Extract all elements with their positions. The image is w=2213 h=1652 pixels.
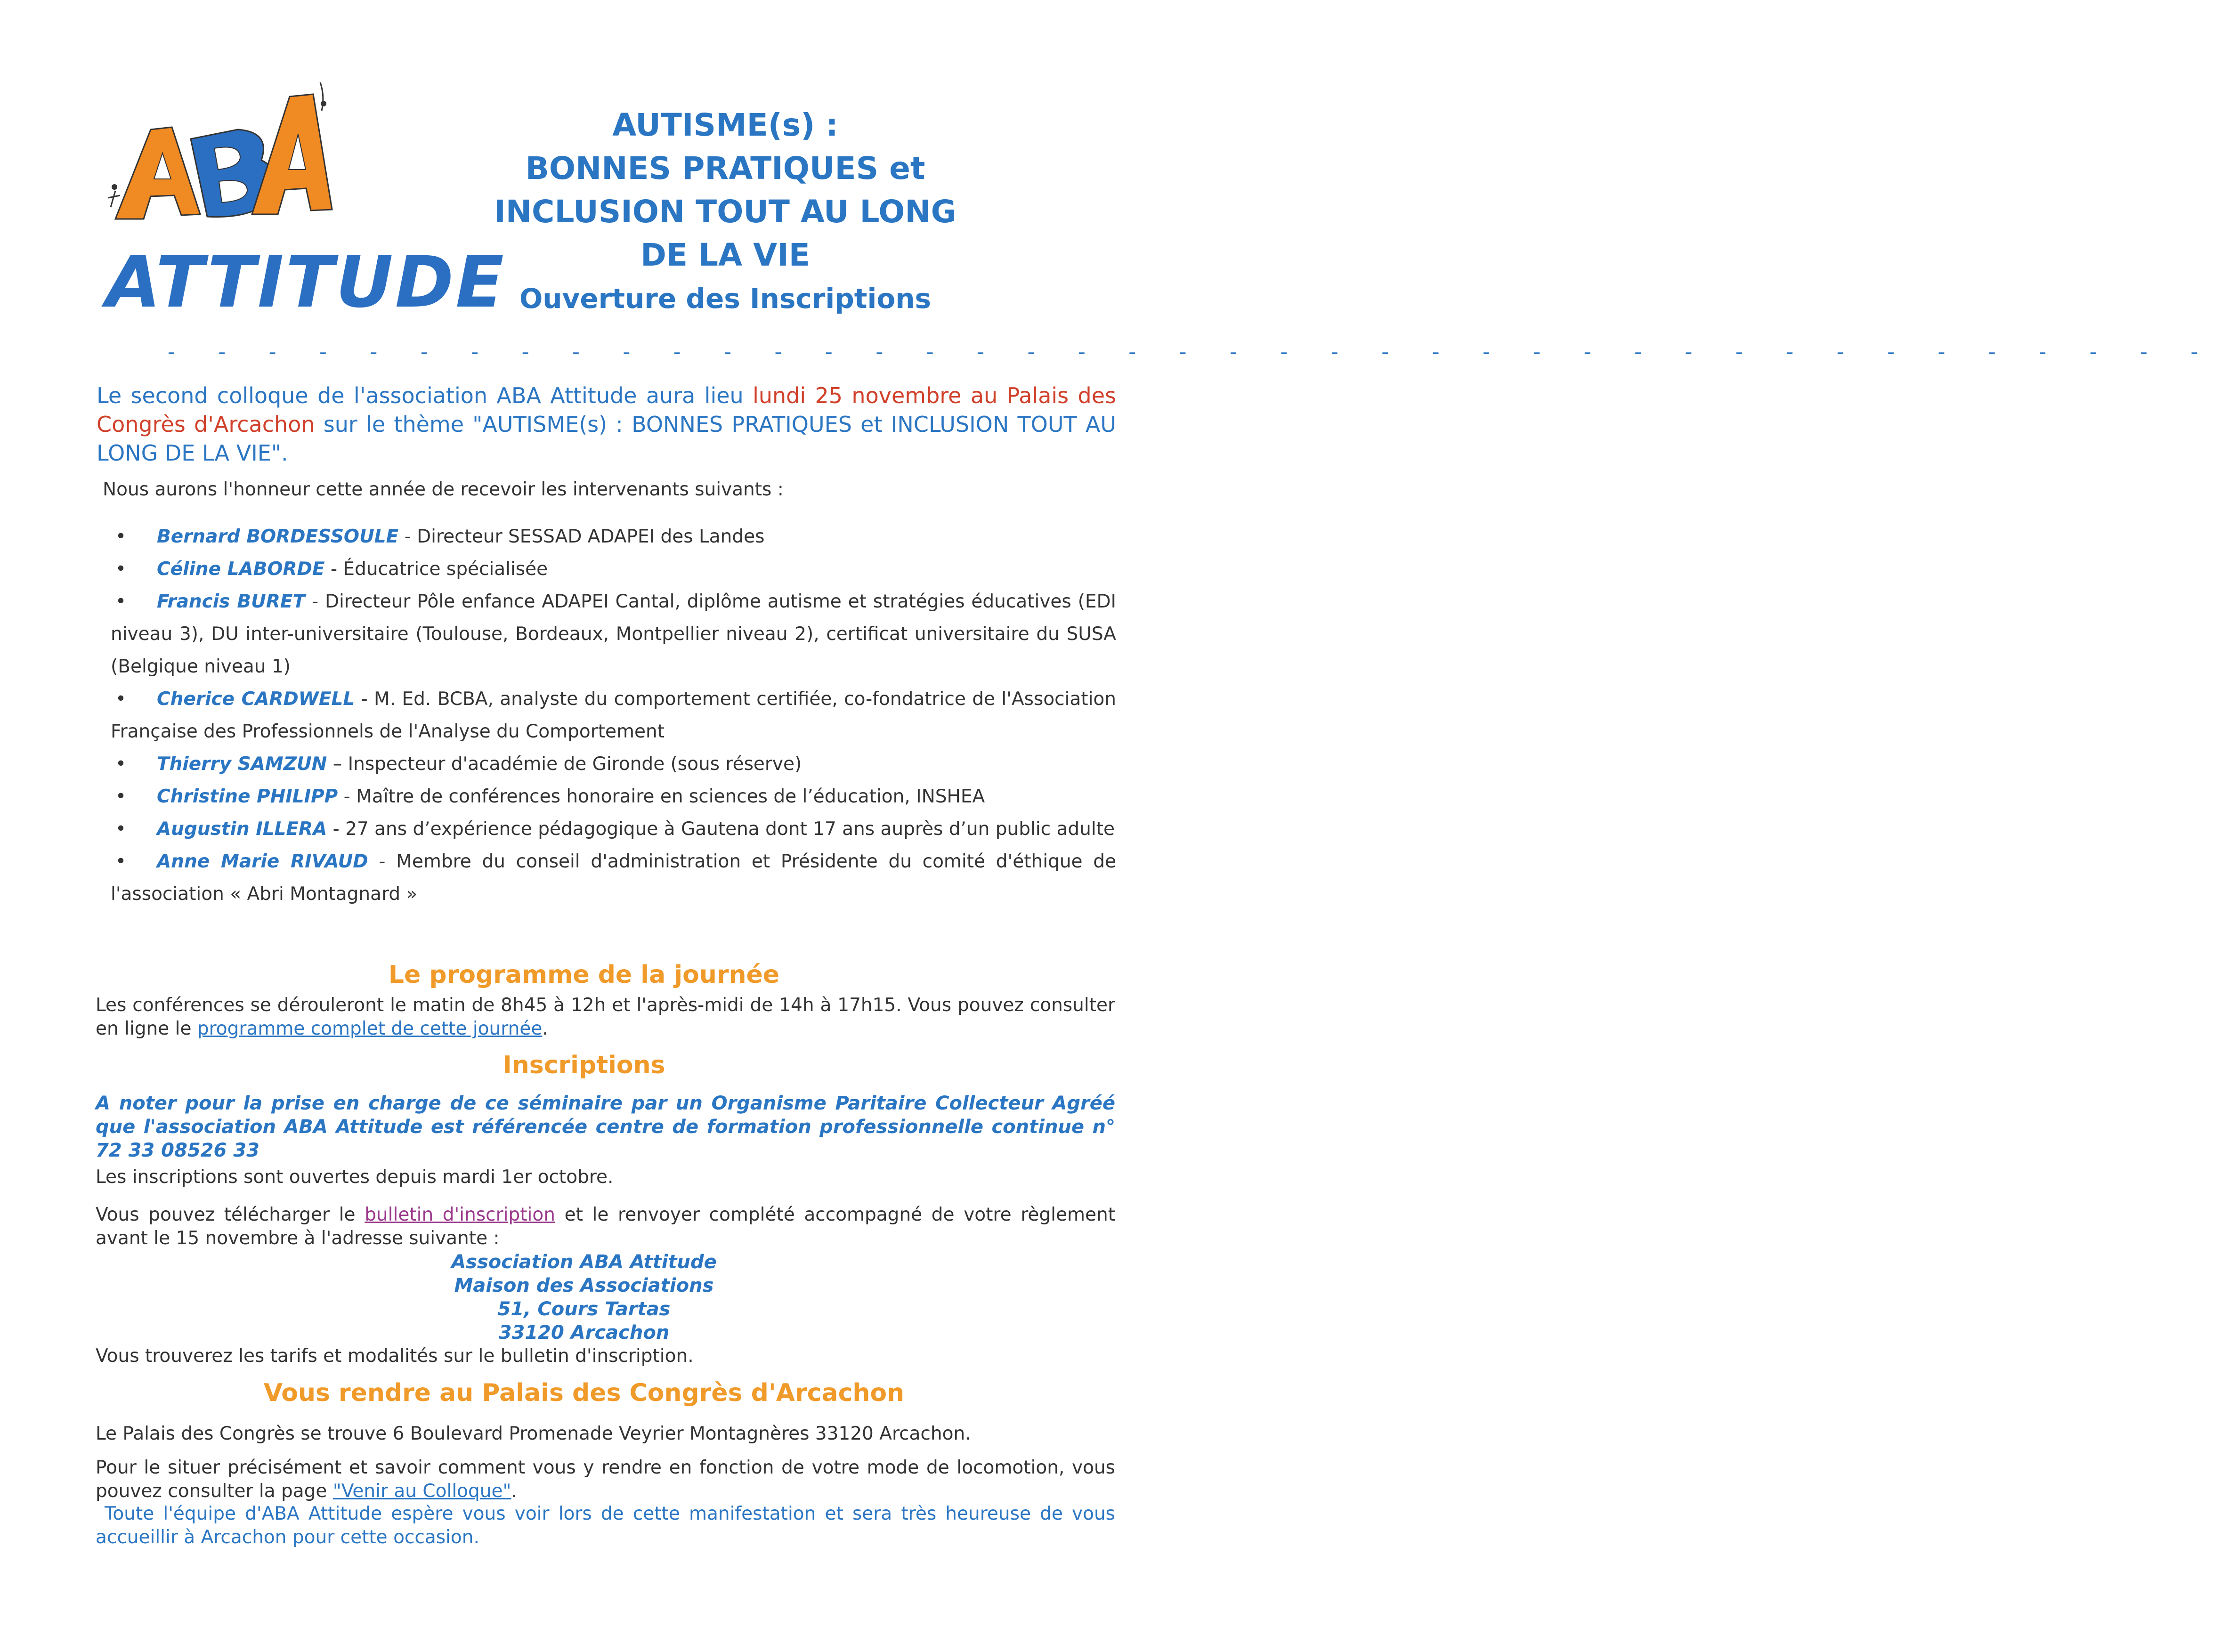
closing-text: Toute l'équipe d'ABA Attitude espère vous voir lors de cette manifestation et sera très heureuse de vous accueillir à Arcachon pour cette occasion. [96, 1503, 1115, 1548]
tarifs-text: Vous trouverez les tarifs et modalités sur le bulletin d'inscription. [96, 1345, 694, 1367]
intro-text-2: sur le thème "AUTISME(s) : BONNES PRATIQUES et INCLUSION TOUT AU LONG DE LA VIE". [97, 412, 1117, 466]
title-line-1: AUTISME(s) : [612, 107, 838, 143]
speaker-name: Cherice CARDWELL [157, 688, 355, 710]
programme-heading: Le programme de la journée [388, 961, 780, 989]
venue-location: Le Palais des Congrès se trouve 6 Boulevard Promenade Veyrier Montagnères 33120 Arcachon. [96, 1423, 971, 1444]
programme-paragraph [96, 994, 1115, 1041]
speaker-item [111, 845, 1116, 910]
speaker-item [111, 813, 1116, 845]
venue-heading: Vous rendre au Palais des Congrès d'Arcachon [263, 1379, 905, 1407]
speakers-list [111, 520, 1116, 910]
separator-line: - - - - - - - - - - - - - - - - - - - - - - - - - - - - - - - - - - - - - - - - - [165, 339, 2213, 364]
venue-info-paragraph [96, 1456, 1115, 1503]
speaker-item [111, 585, 1116, 683]
title-line-2: BONNES PRATIQUES et [525, 150, 925, 186]
address-line: Maison des Associations [454, 1275, 714, 1296]
programme-text: Les conférences se dérouleront le matin de 8h45 à 12h et l'après-midi de 14h à 17h15. Vous pouvez consulter en ligne le [96, 995, 1115, 1039]
speakers-intro: Nous aurons l'honneur cette année de recevoir les intervenants suivants : [103, 479, 784, 500]
speaker-item [111, 520, 1116, 553]
speaker-name: Francis BURET [157, 591, 306, 612]
speaker-desc: - Membre du conseil d'administration et Présidente du comité d'éthique de l'association « Abri Montagnard » [111, 851, 1116, 905]
intro-date-venue: lundi 25 novembre au Palais des Congrès d'Arcachon [97, 383, 1116, 437]
title-subtitle: Ouverture des Inscriptions [519, 283, 932, 315]
speaker-name: Christine PHILIPP [157, 786, 338, 807]
bullet: • [115, 591, 127, 612]
speaker-item [111, 553, 1116, 585]
speaker-desc: – Inspecteur d'académie de Gironde (sous réserve) [327, 753, 802, 775]
address-line: 51, Cours Tartas [497, 1298, 671, 1320]
intro-text-1: Le second colloque de l'association ABA Attitude aura lieu [97, 383, 753, 408]
speaker-name: Bernard BORDESSOULE [157, 526, 399, 547]
address-line: 33120 Arcachon [498, 1322, 670, 1344]
bullet: • [115, 753, 127, 775]
speaker-desc: - 27 ans d’expérience pédagogique à Gautena dont 17 ans auprès d’un public adulte [327, 818, 1115, 840]
title-line-3: INCLUSION TOUT AU LONG [494, 194, 957, 230]
title-block [433, 104, 1017, 320]
venue-info-post: . [511, 1481, 517, 1502]
download-text-pre: Vous pouvez télécharger le [96, 1204, 365, 1225]
training-notice: A noter pour la prise en charge de ce séminaire par un Organisme Paritaire Collecteur Agréé que l'association ABA Attitude est référencée centre de formation professionnelle continue n° 72 33 08526 33 [96, 1093, 1115, 1161]
closing-paragraph [96, 1502, 1115, 1549]
bullet: • [115, 786, 127, 807]
intro-paragraph [97, 381, 1116, 468]
bullet: • [115, 688, 127, 710]
logo-text-bottom: ATTITUDE [106, 242, 506, 324]
inscriptions-heading: Inscriptions [503, 1051, 665, 1079]
speaker-name: Céline LABORDE [157, 559, 325, 580]
speaker-item [111, 683, 1116, 748]
download-paragraph [96, 1203, 1115, 1250]
speaker-item [111, 748, 1116, 780]
programme-link[interactable]: programme complet de cette journée [197, 1018, 543, 1039]
speaker-desc: - Maître de conférences honoraire en sciences de l’éducation, INSHEA [338, 786, 985, 807]
speaker-desc: - Éducatrice spécialisée [324, 559, 548, 580]
bullet: • [115, 526, 127, 547]
venue-info-pre: Pour le situer précisément et savoir comment vous y rendre en fonction de votre mode de locomotion, vous pouvez consulter la page [96, 1457, 1115, 1502]
speaker-name: Augustin ILLERA [157, 818, 327, 840]
bulletin-link[interactable]: bulletin d'inscription [365, 1204, 555, 1225]
speaker-desc: - Directeur Pôle enfance ADAPEI Cantal, diplôme autisme et stratégies éducatives (EDI niveau 3), DU inter-universitaire (Toulouse, Bordeaux, Montpellier niveau 2), certificat universitaire du SUSA (Belgique niveau 1) [111, 591, 1116, 677]
speaker-item [111, 780, 1116, 813]
title-line-4: DE LA VIE [640, 237, 810, 273]
programme-end: . [542, 1018, 548, 1039]
speaker-name: Anne Marie RIVAUD [157, 851, 368, 872]
venir-colloque-link[interactable]: "Venir au Colloque" [332, 1481, 511, 1502]
bullet: • [115, 559, 127, 580]
address-line: Association ABA Attitude [451, 1251, 717, 1273]
speaker-desc: - Directeur SESSAD ADAPEI des Landes [398, 526, 765, 547]
speaker-desc: - M. Ed. BCBA, analyste du comportement certifiée, co-fondatrice de l'Association Française des Professionnels de l'Analyse du Comportement [111, 688, 1116, 742]
download-text-post: et le renvoyer complété accompagné de votre règlement avant le 15 novembre à l'adresse suivante : [96, 1204, 1116, 1249]
bullet: • [115, 851, 127, 872]
postal-address [0, 1250, 1168, 1344]
inscriptions-open: Les inscriptions sont ouvertes depuis mardi 1er octobre. [96, 1166, 614, 1188]
speaker-name: Thierry SAMZUN [157, 753, 327, 775]
bullet: • [115, 818, 127, 840]
